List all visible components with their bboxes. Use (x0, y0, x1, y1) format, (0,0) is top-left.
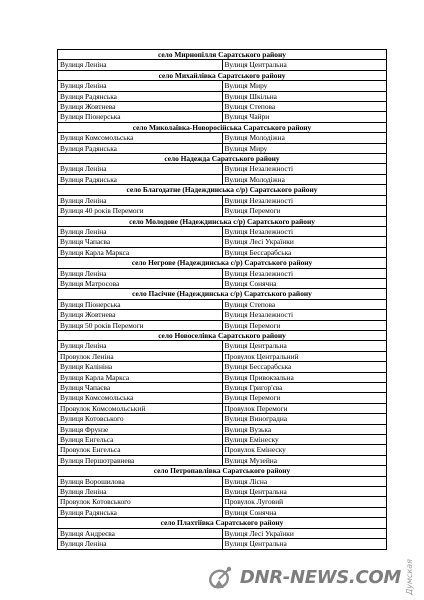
old-street-name: Вулиця Чапаєва (58, 237, 223, 247)
old-street-name: Провулок Комсомольський (58, 403, 223, 413)
old-street-name: Вулиця Леніна (58, 341, 223, 351)
old-street-name: Вулиця Карла Маркса (58, 372, 223, 382)
old-street-name: Вулиця Радянська (58, 143, 223, 153)
section-header-row (58, 122, 387, 132)
table-row (58, 487, 387, 497)
old-street-name: Вулиця Першотравнева (58, 455, 223, 465)
old-street-name: Вулиця Фрунзе (58, 424, 223, 434)
new-street-name: Вулиця Степова (222, 102, 387, 112)
new-street-name: Вулиця Бессарабська (222, 247, 387, 257)
new-street-name: Провулок Перемоги (222, 403, 387, 413)
section-header-row (58, 518, 387, 528)
table-row (58, 414, 387, 424)
old-street-name: Вулиця Радянська (58, 507, 223, 517)
section-title: село Михайлівка Саратського району (58, 70, 387, 80)
old-street-name: Вулиця Піонерська (58, 299, 223, 309)
table-row (58, 351, 387, 361)
table-row (58, 81, 387, 91)
new-street-name: Вулиця Привокзальна (222, 372, 387, 382)
table-row (58, 455, 387, 465)
table-row (58, 164, 387, 174)
table-row (58, 403, 387, 413)
section-header-row (58, 216, 387, 226)
old-street-name: Вулиця Леніна (58, 268, 223, 278)
table-row (58, 143, 387, 153)
section-title: село Новоселівка Саратського району (58, 330, 387, 340)
watermark-side-text: Думская (405, 559, 414, 595)
section-title: село Надежда Саратського району (58, 154, 387, 164)
table-row (58, 372, 387, 382)
new-street-name: Вулиця Молодіжна (222, 133, 387, 143)
new-street-name: Вулиця Сонячна (222, 507, 387, 517)
old-street-name: Вулиця Леніна (58, 60, 223, 70)
old-street-name: Вулиця Леніна (58, 539, 223, 549)
new-street-name: Провулок Центральний (222, 351, 387, 361)
old-street-name: Вулиця Комсомольська (58, 133, 223, 143)
old-street-name: Вулиця Карла Маркса (58, 247, 223, 257)
table-row (58, 445, 387, 455)
old-street-name: Вулиця Матросова (58, 278, 223, 288)
table-row (58, 320, 387, 330)
table-row (58, 424, 387, 434)
old-street-name: Вулиця Чапаєва (58, 383, 223, 393)
watermark-text: DNR-NEWS.COM (239, 566, 401, 588)
table-row (58, 476, 387, 486)
table-row (58, 528, 387, 538)
table-row (58, 299, 387, 309)
table-row (58, 268, 387, 278)
table-row (58, 226, 387, 236)
new-street-name: Вулиця Бессарабська (222, 362, 387, 372)
new-street-name: Вулиця Лесі Українки (222, 237, 387, 247)
table-row (58, 102, 387, 112)
old-street-name: Вулиця Леніна (58, 487, 223, 497)
old-street-name: Вулиця Калініна (58, 362, 223, 372)
street-renaming-table (57, 49, 387, 550)
new-street-name: Вулиця Степова (222, 299, 387, 309)
section-title: село Пасічне (Надеждинська с/р) Саратського району (58, 289, 387, 299)
old-street-name: Вулиця Котовського (58, 414, 223, 424)
old-street-name: Вулиця Леніна (58, 195, 223, 205)
section-header-row (58, 330, 387, 340)
new-street-name: Вулиця Незалежності (222, 310, 387, 320)
old-street-name: Вулиця Радянська (58, 174, 223, 184)
old-street-name: Вулиця Леніна (58, 226, 223, 236)
section-header-row (58, 154, 387, 164)
table-row (58, 60, 387, 70)
table-row (58, 507, 387, 517)
table-row (58, 206, 387, 216)
table-row (58, 362, 387, 372)
old-street-name: Вулиця Енгельса (58, 435, 223, 445)
old-street-name: Вулиця Леніна (58, 164, 223, 174)
section-title: село Благодатне (Надеждинська с/р) Саратського району (58, 185, 387, 195)
old-street-name: Вулиця Ворошилова (58, 476, 223, 486)
table-row (58, 237, 387, 247)
table-row (58, 195, 387, 205)
section-title: село Петропавлівка Саратського району (58, 466, 387, 476)
section-title: село Плахтіївка Саратського району (58, 518, 387, 528)
new-street-name: Вулиця Шкільна (222, 91, 387, 101)
section-header-row (58, 185, 387, 195)
table-row (58, 539, 387, 549)
table-row (58, 435, 387, 445)
satellite-dish-logo-icon (206, 564, 236, 590)
section-header-row (58, 70, 387, 80)
table-row (58, 133, 387, 143)
new-street-name: Вулиця Лесі Українки (222, 528, 387, 538)
old-street-name: Вулиця Комсомольська (58, 393, 223, 403)
table-row (58, 247, 387, 257)
old-street-name: Провулок Леніна (58, 351, 223, 361)
section-title: село Мирнопілля Саратського району (58, 50, 387, 60)
old-street-name: Вулиця Радянська (58, 91, 223, 101)
table-row (58, 91, 387, 101)
new-street-name: Вулиця Центральна (222, 60, 387, 70)
section-header-row (58, 50, 387, 60)
new-street-name: Провулок Луговий (222, 497, 387, 507)
new-street-name: Вулиця Григор'єва (222, 383, 387, 393)
table-row (58, 278, 387, 288)
new-street-name: Вулиця Незалежності (222, 226, 387, 236)
new-street-name: Вулиця Виноградна (222, 414, 387, 424)
new-street-name: Вулиця Миру (222, 143, 387, 153)
old-street-name: Вулиця Жовтнева (58, 102, 223, 112)
watermark (206, 560, 414, 594)
new-street-name: Вулиця Центральна (222, 539, 387, 549)
new-street-name: Вулиця Музейна (222, 455, 387, 465)
old-street-name: Вулиця Андреєва (58, 528, 223, 538)
table-body (58, 50, 387, 550)
new-street-name: Вулиця Перемоги (222, 393, 387, 403)
new-street-name: Вулиця Лісна (222, 476, 387, 486)
table-row (58, 174, 387, 184)
new-street-name: Вулиця Перемоги (222, 320, 387, 330)
section-header-row (58, 289, 387, 299)
new-street-name: Вулиця Незалежності (222, 164, 387, 174)
old-street-name: Провулок Енгельса (58, 445, 223, 455)
new-street-name: Вулиця Перемоги (222, 206, 387, 216)
new-street-name: Вулиця Центральна (222, 487, 387, 497)
old-street-name: Вулиця Леніна (58, 81, 223, 91)
old-street-name: Вулиця 40 років Перемоги (58, 206, 223, 216)
new-street-name: Вулиця Центральна (222, 341, 387, 351)
old-street-name: Вулиця Жовтнева (58, 310, 223, 320)
new-street-name: Вулиця Сонячна (222, 278, 387, 288)
old-street-name: Вулиця 50 років Перемоги (58, 320, 223, 330)
new-street-name: Вулиця Вузька (222, 424, 387, 434)
new-street-name: Провулок Емінеску (222, 445, 387, 455)
table-row (58, 341, 387, 351)
new-street-name: Вулиця Незалежності (222, 268, 387, 278)
table-row (58, 393, 387, 403)
new-street-name: Вулиця Незалежності (222, 195, 387, 205)
section-title: село Молодове (Надеждинська с/р) Саратського району (58, 216, 387, 226)
table-row (58, 310, 387, 320)
section-header-row (58, 466, 387, 476)
old-street-name: Провулок Котовського (58, 497, 223, 507)
new-street-name: Вулиця Миру (222, 81, 387, 91)
new-street-name: Вулиця Емінеску (222, 435, 387, 445)
new-street-name: Вулиця Молодіжна (222, 174, 387, 184)
section-title: село Миколаївка-Новоросійська Саратського району (58, 122, 387, 132)
new-street-name: Вулиця Чайри (222, 112, 387, 122)
section-title: село Негрове (Надеждинська с/р) Саратського району (58, 258, 387, 268)
table-row (58, 383, 387, 393)
old-street-name: Вулиця Піонерська (58, 112, 223, 122)
table-row (58, 497, 387, 507)
section-header-row (58, 258, 387, 268)
table-row (58, 112, 387, 122)
